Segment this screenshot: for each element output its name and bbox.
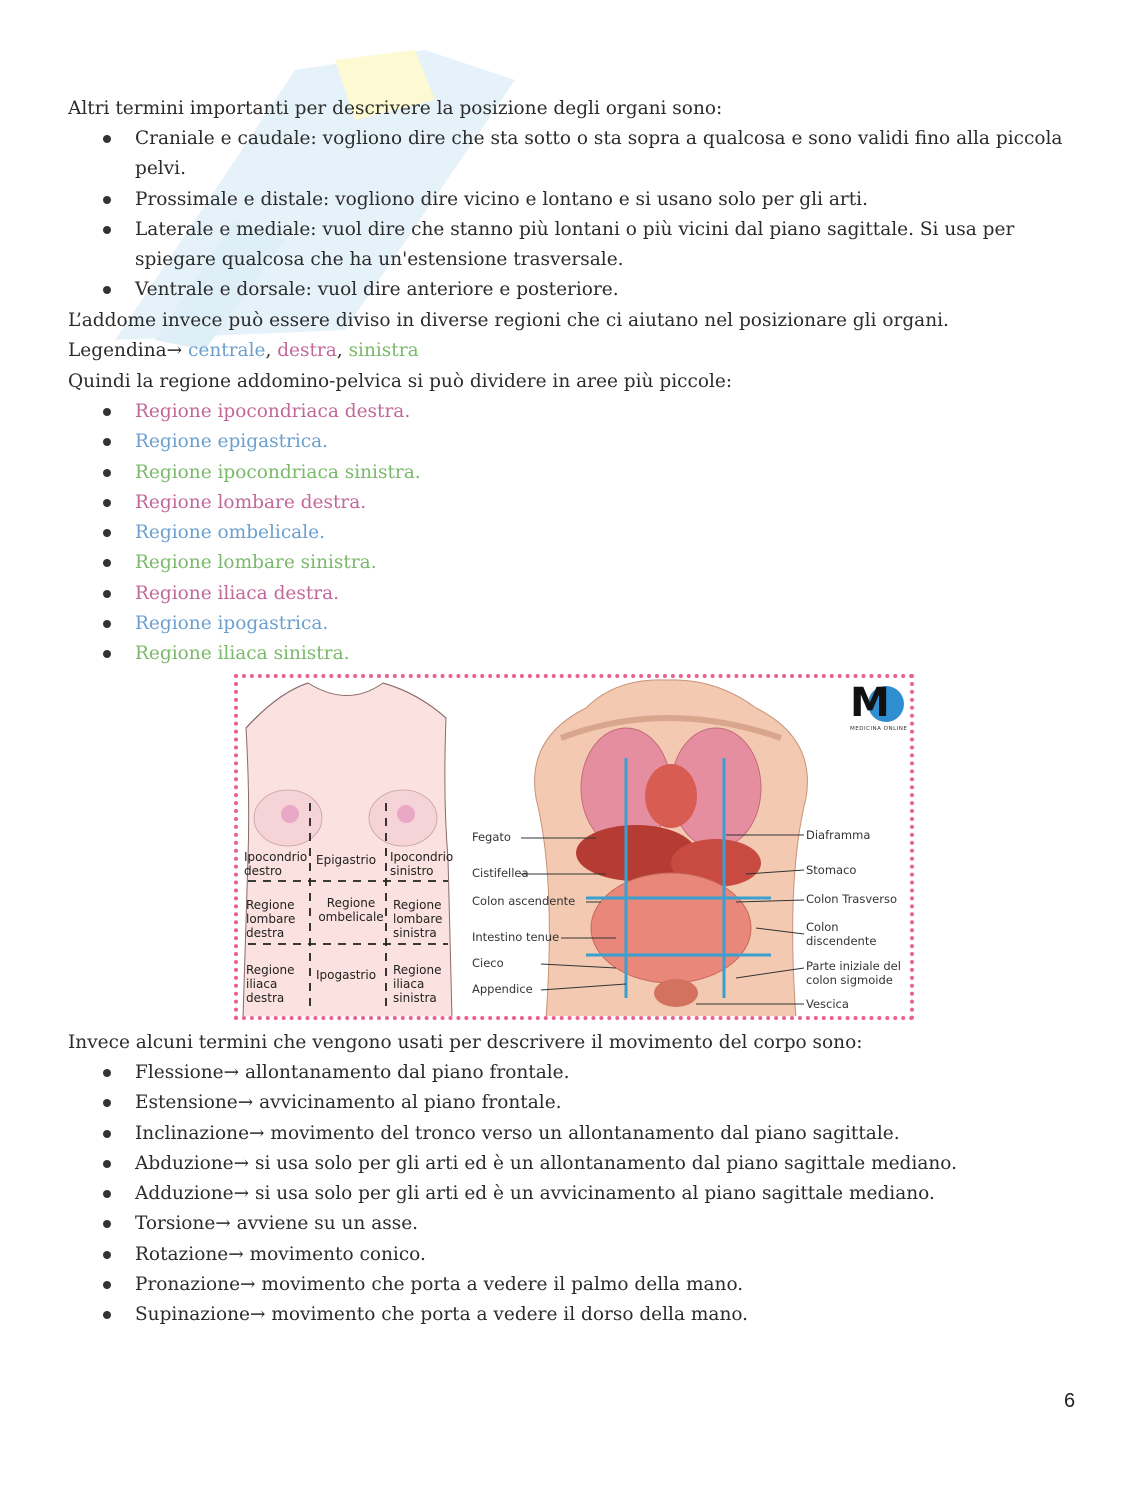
intro-paragraph: Altri termini importanti per descrivere la posizione degli organi sono: bbox=[68, 98, 723, 119]
label-iliaca-destra: Regione iliaca destra bbox=[246, 963, 295, 1005]
label-appendice: Appendice bbox=[472, 982, 533, 996]
movement-item: Torsione→ avviene su un asse. bbox=[0, 1209, 1148, 1239]
label-ombelicale: Regione ombelicale bbox=[318, 896, 384, 924]
movements-list bbox=[0, 1058, 1148, 1331]
label-iliaca-sinistra: Regione iliaca sinistra bbox=[393, 963, 442, 1005]
label-lombare-destra: Regione lombare destra bbox=[246, 898, 296, 940]
label-stomaco: Stomaco bbox=[806, 863, 857, 877]
position-terms-list bbox=[0, 124, 1148, 306]
region-item: Regione ombelicale. bbox=[0, 518, 1148, 548]
label-parte-iniziale-colon-sigmoide: Parte iniziale del colon sigmoide bbox=[806, 959, 901, 987]
legend-destra: destra bbox=[277, 340, 337, 361]
movement-item: Estensione→ avvicinamento al piano frontale. bbox=[0, 1088, 1148, 1118]
region-item: Regione iliaca destra. bbox=[0, 579, 1148, 609]
region-item: Regione lombare sinistra. bbox=[0, 548, 1148, 578]
label-fegato: Fegato bbox=[472, 830, 511, 844]
movement-item: Supinazione→ movimento che porta a vedere il dorso della mano. bbox=[0, 1300, 1148, 1330]
logo-mark: M bbox=[850, 680, 890, 726]
legend-centrale: centrale bbox=[188, 340, 266, 361]
list-item: Prossimale e distale: vogliono dire vicino e lontano e si usano solo per gli arti. bbox=[0, 185, 1148, 215]
region-item: Regione lombare destra. bbox=[0, 488, 1148, 518]
page-number: 6 bbox=[1064, 1390, 1076, 1412]
legend-separator: , bbox=[336, 340, 349, 361]
movement-item: Pronazione→ movimento che porta a vedere il palmo della mano. bbox=[0, 1270, 1148, 1300]
legend-prefix: Legendina→ bbox=[68, 340, 189, 361]
regions-list bbox=[0, 397, 1148, 670]
logo-subtitle: MEDICINA ONLINE bbox=[850, 726, 908, 732]
label-cieco: Cieco bbox=[472, 956, 504, 970]
label-vescica: Vescica bbox=[806, 997, 849, 1011]
region-item: Regione epigastrica. bbox=[0, 427, 1148, 457]
legend-separator: , bbox=[265, 340, 278, 361]
movement-item: Inclinazione→ movimento del tronco verso un allontanamento dal piano sagittale. bbox=[0, 1119, 1148, 1149]
label-ipocondrio-sinistro: Ipocondrio sinistro bbox=[390, 850, 454, 878]
abdominal-regions-figure bbox=[234, 674, 914, 1020]
region-item: Regione iliaca sinistra. bbox=[0, 639, 1148, 669]
movement-item: Flessione→ allontanamento dal piano frontale. bbox=[0, 1058, 1148, 1088]
label-colon-trasverso: Colon Trasverso bbox=[806, 892, 897, 906]
legend-line bbox=[68, 336, 419, 366]
region-item: Regione ipogastrica. bbox=[0, 609, 1148, 639]
movement-item: Adduzione→ si usa solo per gli arti ed è un avvicinamento al piano sagittale mediano. bbox=[0, 1179, 1148, 1209]
region-item: Regione ipocondriaca destra. bbox=[0, 397, 1148, 427]
movement-item: Rotazione→ movimento conico. bbox=[0, 1240, 1148, 1270]
regions-intro: Quindi la regione addomino-pelvica si può dividere in aree più piccole: bbox=[68, 371, 733, 392]
label-cistifellea: Cistifellea bbox=[472, 866, 529, 880]
movement-item: Abduzione→ si usa solo per gli arti ed è un allontanamento dal piano sagittale mediano. bbox=[0, 1149, 1148, 1179]
label-intestino-tenue: Intestino tenue bbox=[472, 930, 560, 944]
movement-intro: Invece alcuni termini che vengono usati per descrivere il movimento del corpo sono: bbox=[68, 1032, 863, 1053]
list-item: Ventrale e dorsale: vuol dire anteriore e posteriore. bbox=[0, 275, 1148, 305]
label-ipocondrio-destro: Ipocondrio destro bbox=[244, 850, 308, 878]
label-colon-ascendente: Colon ascendente bbox=[472, 894, 576, 908]
label-epigastrio: Epigastrio bbox=[316, 853, 377, 867]
label-lombare-sinistra: Regione lombare sinistra bbox=[393, 898, 443, 940]
label-ipogastrio: Ipogastrio bbox=[316, 968, 377, 982]
list-item: Laterale e mediale: vuol dire che stanno più lontani o più vicini dal piano sagittale. Si usa per spiegare qualcosa che ha un'estensione trasversale. bbox=[0, 215, 1148, 276]
label-diaframma: Diaframma bbox=[806, 828, 871, 842]
legend-sinistra: sinistra bbox=[348, 340, 419, 361]
label-colon-discendente: Colon discendente bbox=[806, 920, 877, 948]
abdomen-paragraph: L’addome invece può essere diviso in diverse regioni che ci aiutano nel posizionare gli organi. bbox=[68, 310, 949, 331]
region-item: Regione ipocondriaca sinistra. bbox=[0, 458, 1148, 488]
list-item: Craniale e caudale: vogliono dire che sta sotto o sta sopra a qualcosa e sono validi fino alla piccola pelvi. bbox=[0, 124, 1148, 185]
